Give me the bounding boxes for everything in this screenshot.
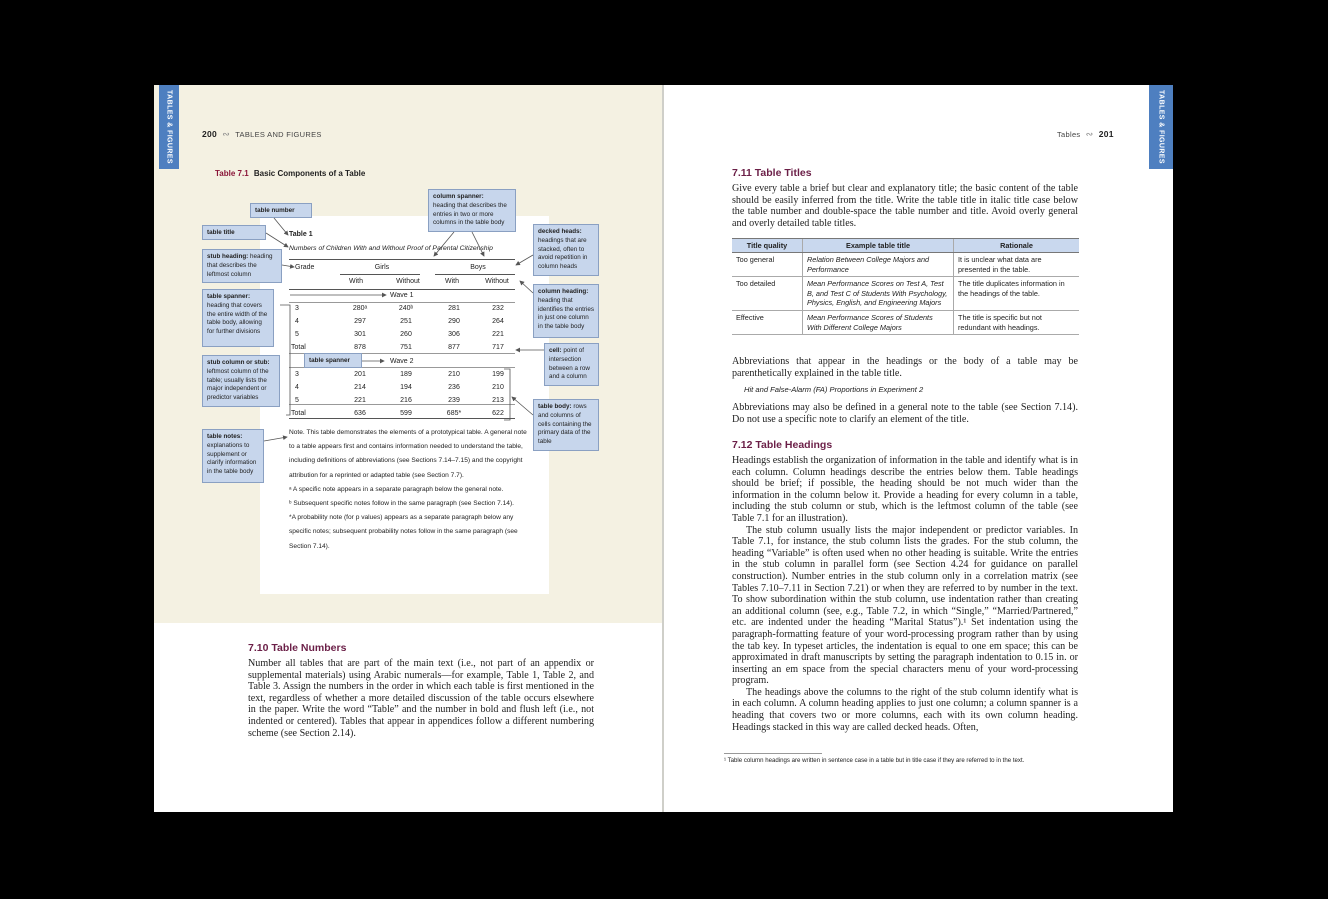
stub-cell: 4	[295, 318, 299, 325]
cell: Relation Between College Majors and Performance	[803, 253, 954, 277]
table-cell: 213	[492, 397, 504, 404]
arrow-table-title	[266, 233, 288, 247]
decked-head: Without	[396, 278, 420, 285]
table-cell: 221	[492, 331, 504, 338]
sample-table-number: Table 1	[289, 231, 313, 238]
column-header: Example table title	[803, 239, 954, 253]
table-cell: 214	[354, 384, 366, 391]
general-note: Note. This table demonstrates the elements of a prototypical table. A general note to a table appears first and contains information needed to understand the table, including definitions of abbreviations (see Sections 7.14–7.15) and the copyright attribution for a reprinted or adapted table (see Section 7.7).	[289, 429, 527, 479]
section-heading-7-10: 7.10 Table Numbers	[248, 642, 347, 654]
stub-cell: 3	[295, 371, 299, 378]
arrow-column-spanner-right	[472, 232, 484, 256]
paragraph: Headings establish the organization of information in the table and identify what is in each column. Column headings describe the entries below them. Table headings should be brief; if possible, the heading should be not much wider than the information in the column below it. Provide a heading for every column in a table, including the stub column or stub, which is the leftmost column of the table (see Table 7.1 for an illustration).	[732, 455, 1078, 524]
callout-table-spanner-inner: table spanner	[304, 353, 362, 368]
specific-note-b: ᵇ Subsequent specific notes follow in the same paragraph (see Section 7.14).	[289, 500, 514, 508]
table-cell: 306	[448, 331, 460, 338]
specific-note-a: ᵃ A specific note appears in a separate paragraph below the general note.	[289, 485, 504, 493]
paragraph: Abbreviations that appear in the headings or the body of a table may be parenthetically explained in the table title.	[732, 356, 1078, 379]
arrow-decked-heads	[516, 255, 533, 265]
table-cell: 201	[354, 371, 366, 378]
callout-table-body: table body: rows and columns of cells containing the primary data of the table	[533, 399, 599, 451]
footnote-rule	[724, 753, 822, 754]
table-cell: 301	[354, 331, 366, 338]
arrow-table-notes	[264, 437, 287, 441]
table-cell: 599	[400, 410, 412, 417]
title-quality-table	[732, 238, 1079, 335]
paragraph: Give every table a brief but clear and explanatory title; the basic content of the table should be easily inferred from the title. Write the table title in italic title case below the table number and double-space the table number and title. Avoid overly general and overly detailed table titles.	[732, 183, 1078, 229]
stub-cell: Total	[291, 344, 306, 351]
table-cell: 239	[448, 397, 460, 404]
table-cell: 290	[448, 318, 460, 325]
tab-label: TABLES & FIGURES	[1157, 90, 1165, 164]
table-cell: 877	[448, 344, 460, 351]
ornament-icon: ∾	[1082, 129, 1097, 139]
callout-column-heading: column heading: heading that identifies the entries in just one column in the table body	[533, 284, 599, 338]
running-head-text: Tables	[1057, 130, 1081, 139]
decked-head: With	[445, 278, 459, 285]
section-heading-7-12: 7.12 Table Headings	[732, 439, 833, 451]
table-cell: 194	[400, 384, 412, 391]
table-cell: 240ᵇ	[398, 305, 414, 312]
callout-table-title: table title	[202, 225, 266, 240]
cell: Mean Performance Scores on Test A, Test B, and Test C of Students With Psychology, Physics, English, and Engineering Majors	[803, 277, 954, 311]
table-cell: 260	[400, 331, 412, 338]
table-cell: 685*	[446, 410, 462, 417]
page-number: 201	[1098, 129, 1114, 139]
section-text-7-11-p2	[732, 356, 1078, 379]
column-header: Title quality	[732, 239, 803, 253]
callout-table-number: table number	[250, 203, 312, 218]
table-cell: 210	[448, 371, 460, 378]
arrow-table-number	[274, 218, 288, 235]
stub-cell: 3	[295, 305, 299, 312]
running-head-right	[1057, 129, 1114, 140]
section-heading-7-11: 7.11 Table Titles	[732, 167, 812, 179]
cell: The title is specific but not redundant with headings.	[954, 310, 1080, 334]
table-cell: 297	[354, 318, 366, 325]
cell: It is unclear what data are presented in the table.	[954, 253, 1080, 277]
table-cell: 236	[448, 384, 460, 391]
table-cell: 199	[492, 371, 504, 378]
table-cell: 189	[400, 371, 412, 378]
table-cell: 280ᵃ	[352, 305, 368, 312]
callout-stub-column: stub column or stub: leftmost column of the table; usually lists the major independent or predictor variables	[202, 355, 280, 407]
ornament-icon: ∾	[219, 129, 233, 139]
table-row	[732, 310, 1079, 334]
callout-table-notes: table notes: explanations to supplement or clarify information in the table body	[202, 429, 264, 483]
table-cell: 878	[354, 344, 366, 351]
table-cell: 210	[492, 384, 504, 391]
callout-arrows	[154, 85, 662, 623]
sample-table-title: Numbers of Children With and Without Proof of Parental Citizenship	[289, 245, 493, 252]
bracket-stub-column	[280, 305, 290, 415]
decked-head: With	[349, 278, 363, 285]
callout-stub-heading: stub heading: heading that describes the leftmost column	[202, 249, 282, 283]
table-cell: 251	[400, 318, 412, 325]
section-text-7-10	[248, 658, 594, 739]
callout-decked-heads: decked heads: headings that are stacked, often to avoid repetition in column heads	[533, 224, 599, 276]
left-page	[154, 85, 662, 812]
cell: The title duplicates information in the headings of the table.	[954, 277, 1080, 311]
table-cell: 232	[492, 305, 504, 312]
column-header: Rationale	[954, 239, 1080, 253]
page-number: 200	[202, 129, 218, 139]
section-text-7-11-p3	[732, 402, 1078, 425]
table-spanner-wave2: Wave 2	[390, 358, 414, 365]
figure-caption-text: Basic Components of a Table	[253, 169, 366, 178]
table-cell: 717	[492, 344, 504, 351]
bracket-table-body	[504, 369, 510, 420]
arrow-column-heading	[520, 281, 533, 293]
table-cell: 281	[448, 305, 460, 312]
probability-note: *A probability note (for p values) appears as a separate paragraph below any specific notes; subsequent probability notes follow in the same paragraph (see Section 7.14).	[289, 514, 518, 550]
callout-table-spanner: table spanner: heading that covers the entire width of the table body, allowing for further divisions	[202, 289, 274, 347]
arrow-column-spanner-left	[434, 232, 454, 256]
decked-head: Without	[485, 278, 509, 285]
right-page	[664, 85, 1173, 812]
stub-heading: Grade	[295, 264, 315, 271]
footnote: ¹ Table column headings are written in sentence case in a table but in title case if they are referred to in the text.	[724, 757, 1025, 764]
table-row	[732, 277, 1079, 311]
cell: Mean Performance Scores of Students With Different College Majors	[803, 310, 954, 334]
table-cell: 221	[354, 397, 366, 404]
arrow-table-body	[512, 397, 533, 415]
table-row	[732, 253, 1079, 277]
table-cell: 622	[492, 410, 504, 417]
table-spanner-wave1: Wave 1	[390, 292, 414, 299]
table-cell: 751	[400, 344, 412, 351]
cell: Effective	[732, 310, 803, 334]
section-text-7-11-p1	[732, 183, 1078, 229]
callout-column-spanner: column spanner: heading that describes the entries in two or more columns in the table body	[428, 189, 516, 232]
section-text-7-12	[732, 455, 1078, 733]
table-cell: 216	[400, 397, 412, 404]
arrow-stub-heading	[282, 265, 294, 267]
table-cell: 264	[492, 318, 504, 325]
table-cell: 636	[354, 410, 366, 417]
paragraph: Abbreviations may also be defined in a general note to the table (see Section 7.14). Do not use a specific note to clarify an element of the title.	[732, 402, 1078, 425]
column-spanner-girls: Girls	[374, 264, 390, 271]
column-spanner-boys: Boys	[470, 264, 486, 271]
tab-label: TABLES & FIGURES	[165, 90, 173, 164]
running-head-text: TABLES AND FIGURES	[235, 130, 322, 139]
paragraph: The stub column usually lists the major independent or predictor variables. In Table 7.1, for instance, the stub column lists the grades. For the stub column, the heading “Variable” is often used when no other heading is suitable. Write the entries in the stub column in parallel form (see Section 4.24 for guidance on parallel construction). Number entries in the stub column only in a correlation matrix (see Tables 7.10–7.11 in Section 7.21) or when they are referred to by number in the text. To show subordination within the stub column, use indentation rather than creating an additional column (see, e.g., Table 7.2, in which “Single,” “Married/Partnered,” etc. are indented under the heading “Marital Status”).¹ Set indentation using the paragraph-formatting feature of your word-processing program rather than by using the tab key. In typeset articles, the indentation is equal to one em space; this can be approximated in draft manuscripts by setting the paragraph indentation to 0.15 in. or inserting an em space from the special characters menu of your word-processing program.	[732, 524, 1078, 687]
stub-cell: 5	[295, 397, 299, 404]
stub-cell: Total	[291, 410, 306, 417]
example-title: Hit and False-Alarm (FA) Proportions in Experiment 2	[744, 385, 924, 394]
paragraph: The headings above the columns to the right of the stub column identify what is in each column. A column heading applies to just one column; a column spanner is a heading that covers two or more columns, each with its own column heading. Headings stacked in this way are called decked heads. Often,	[732, 686, 1078, 733]
stub-cell: 4	[295, 384, 299, 391]
section-tab-right	[1149, 85, 1173, 169]
paragraph: Number all tables that are part of the main text (i.e., not part of an appendix or supplemental materials) using Arabic numerals—for example, Table 1, Table 2, and Table 3. Assign the numbers in the order in which each table is first mentioned in the text, regardless of whether a more detailed discussion of the table occurs elsewhere in the paper. Write the word “Table” and the number in bold and flush left (i.e., not indented or centered). Tables that appear in appendices follow a different numbering scheme (see Section 2.14).	[248, 658, 594, 739]
figure-label: Table 7.1	[215, 169, 249, 178]
cell: Too general	[732, 253, 803, 277]
cell: Too detailed	[732, 277, 803, 311]
callout-cell: cell: point of intersection between a row and a column	[544, 343, 599, 386]
stub-cell: 5	[295, 331, 299, 338]
